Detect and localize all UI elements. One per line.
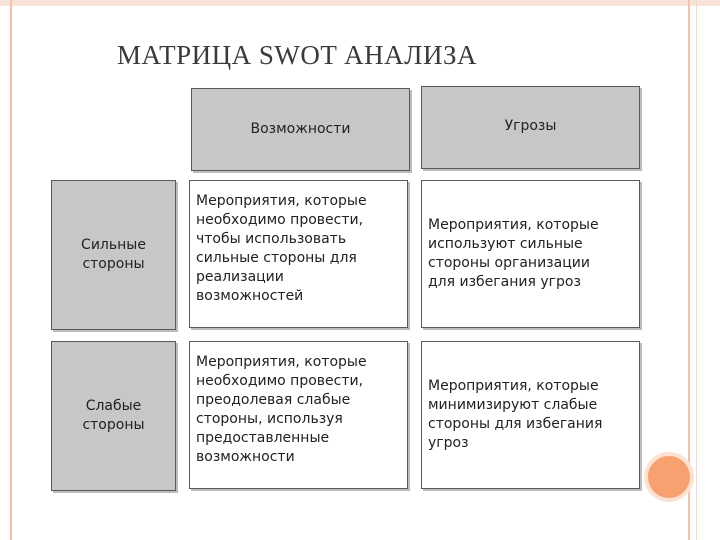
header-threats bbox=[421, 86, 640, 169]
row-header-weaknesses-label: Слабые стороны bbox=[82, 398, 145, 433]
cell-st-text: Мероприятия, которые используют сильные стороны организации для избегания угроз bbox=[428, 217, 599, 290]
slide-left-border bbox=[10, 0, 12, 540]
slide-right-border bbox=[688, 0, 690, 540]
cell-weaknesses-opportunities bbox=[189, 341, 408, 489]
cell-strengths-opportunities bbox=[189, 180, 408, 328]
header-threats-label: Угрозы bbox=[504, 118, 557, 134]
header-opportunities-label: Возможности bbox=[250, 121, 351, 137]
header-opportunities bbox=[191, 88, 410, 171]
row-header-strengths-label: Сильные стороны bbox=[81, 237, 146, 272]
cell-wt-text: Мероприятия, которые минимизируют слабые стороны для избегания угроз bbox=[428, 378, 603, 451]
cell-wo-text: Мероприятия, которые необходимо провести, преодолевая слабые стороны, используя предоставленные возможности bbox=[196, 354, 367, 465]
row-header-strengths bbox=[51, 180, 176, 330]
decorative-orange-circle bbox=[644, 452, 694, 502]
slide-top-border bbox=[0, 0, 720, 6]
slide-right-border-inner bbox=[696, 0, 697, 540]
cell-so-text: Мероприятия, которые необходимо провести, чтобы использовать сильные стороны для реализации возможностей bbox=[196, 193, 367, 304]
row-header-weaknesses bbox=[51, 341, 176, 491]
slide-title: МАТРИЦА SWOT АНАЛИЗА bbox=[117, 40, 477, 70]
cell-weaknesses-threats bbox=[421, 341, 640, 489]
cell-strengths-threats bbox=[421, 180, 640, 328]
